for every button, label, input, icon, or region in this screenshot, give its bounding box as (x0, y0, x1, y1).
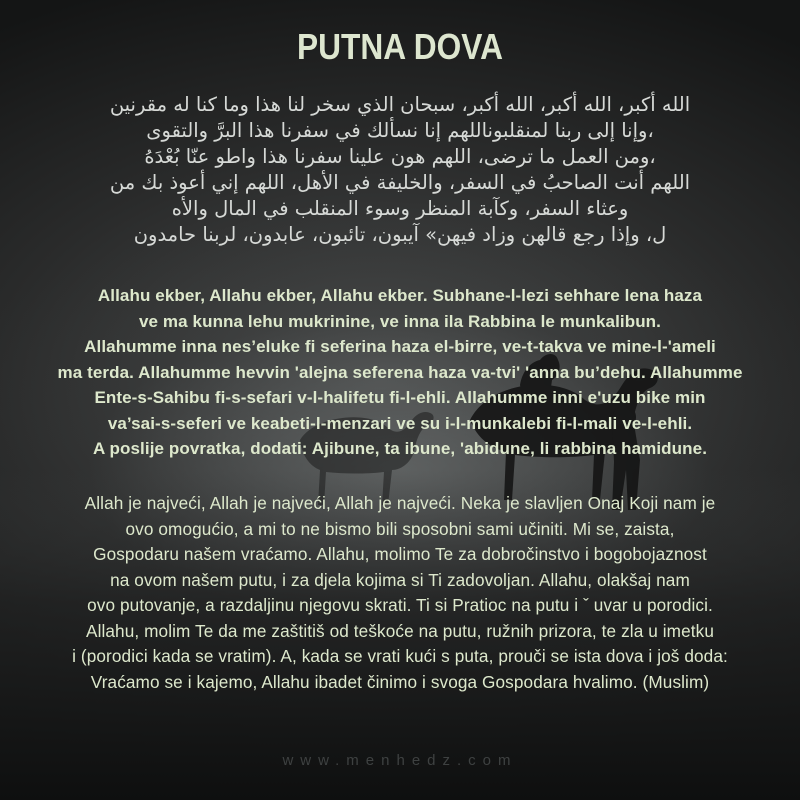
translation-text (40, 491, 760, 695)
transliteration-line: va’sai-s-seferi ve keabeti-l-menzari ve su i-l-munkalebi fi-l-mali ve-l-ehli. (107, 413, 693, 433)
transliteration-line: ma terda. Allahumme hevvin 'alejna seferena haza va-tvi' 'anna bu’dehu. Allahumme (57, 362, 743, 382)
transliteration-line: ve ma kunna lehu mukrinine, ve inna ila Rabbina le munkalibun. (139, 311, 661, 331)
transliteration-line: A poslije povratka, dodati: Ajibune, ta ibune, 'abidune, li rabbina hamidune. (92, 439, 708, 458)
arabic-line: ل، وإذا رجع قالهن وزاد فيهن» آيبون، تائبون، عابدون، لربنا حامدون (133, 223, 667, 246)
translation-line: ovo omogućio, a mi to ne bismo bili sposobni sami učiniti. Mi se, zaista, (125, 518, 675, 539)
translation-line: Vraćamo se i kajemo, Allahu ibadet činimo i svoga Gospodara hvalimo. (Muslim) (90, 671, 710, 692)
transliteration-line: Ente-s-Sahibu fi-s-sefari v-l-halifetu fi-l-ehli. Allahumme inni e'uzu bike min (94, 388, 706, 407)
arabic-line: الله أكبر، الله أكبر، الله أكبر، سبحان الذي سخر لنا هذا وما كنا له مقرنين (109, 93, 691, 116)
page-title: PUTNA DOVA (297, 26, 503, 67)
website-watermark: www.menhedz.com (282, 752, 518, 769)
transliteration-line: Allahumme inna nes’eluke fi seferina haza el-birre, ve-t-takva ve mine-l-'ameli (84, 337, 716, 356)
arabic-line: ،ومن العمل ما ترضى، اللهم هون علينا سفرنا هذا واطو عنّا بُعْدَهُ (144, 145, 656, 168)
transliteration-text (40, 283, 760, 462)
arabic-dua-text (60, 92, 740, 248)
arabic-line: ،وإنا إلى ربنا لمنقلبوناللهم إنا نسألك في سفرنا هذا البرَّ والتقوى (146, 119, 654, 142)
transliteration-line: Allahu ekber, Allahu ekber, Allahu ekber. Subhane-l-lezi sehhare lena haza (97, 286, 703, 305)
translation-line: Allahu, molim Te da me zaštitiš od teškoće na putu, ružnih prizora, te zla u imetku (86, 620, 714, 641)
translation-line: Gospodaru našem vraćamo. Allahu, molimo Te za dobročinstvo i bogobojaznost (93, 544, 707, 564)
translation-line: Allah je najveći, Allah je najveći, Allah je najveći. Neka je slavljen Onaj Koji nam je (84, 493, 716, 513)
translation-line: i (porodici kada se vratim). A, kada se vrati kući s puta, prouči se ista dova i još doda: (72, 646, 728, 666)
translation-line: ovo putovanje, a razdaljinu njegovu skrati. Ti si Pratioc na putu i ˇ uvar u porodici. (87, 595, 713, 615)
arabic-line: وعثاء السفر، وكآبة المنظر وسوء المنقلب في المال والأه (171, 197, 629, 220)
arabic-line: اللهم أنت الصاحبُ في السفر، والخليفة في الأهل، اللهم إني أعوذ بك من (109, 171, 691, 194)
translation-line: na ovom našem putu, i za djela kojima si Ti zadovoljan. Allahu, olakšaj nam (110, 569, 690, 590)
